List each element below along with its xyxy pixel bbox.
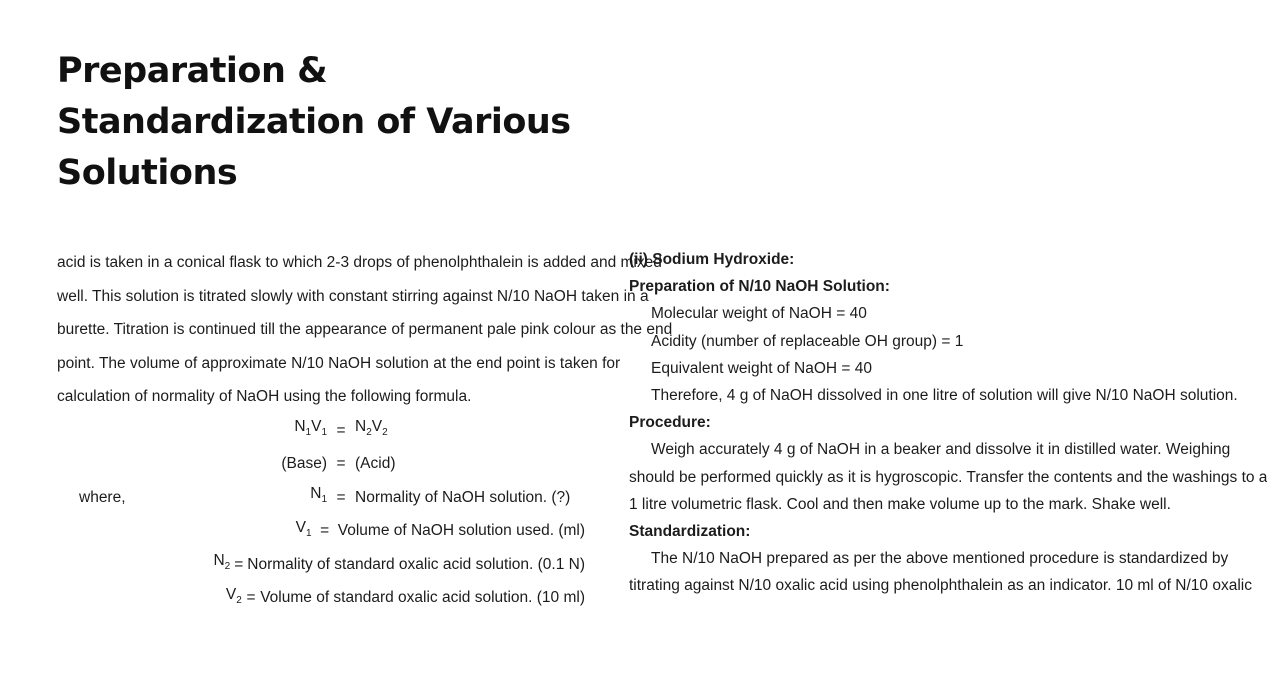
paragraph-line: acid is taken in a conical flask to which 2-3 drops of phenolphthalein is added and mixed — [57, 254, 662, 271]
definition-text: Normality of NaOH solution. (?) — [355, 488, 571, 506]
definition-row — [57, 548, 585, 582]
right-column — [629, 246, 1267, 599]
paragraph-line: burette. Titration is continued till the appearance of permanent pale pink colour as the end — [57, 321, 673, 338]
acid-label: (Acid) — [355, 455, 396, 472]
preparation-line: Therefore, 4 g of NaOH dissolved in one litre of solution will give N/10 NaOH solution. — [651, 386, 1238, 404]
definition-text: Volume of NaOH solution used. (ml) — [337, 522, 585, 539]
standardization-heading: Standardization: — [629, 522, 751, 540]
definition-text: Volume of standard oxalic acid solution. (10 ml) — [260, 589, 585, 606]
definition-symbol: $V_1$ — [295, 518, 312, 540]
title-line-1: Preparation & — [57, 51, 328, 91]
procedure-line: Weigh accurately 4 g of NaOH in a beaker and dissolve it in distilled water. Weighing — [651, 441, 1231, 459]
preparation-line: Equivalent weight of NaOH = 40 — [651, 359, 873, 377]
formula-base-acid — [57, 447, 585, 481]
definition-equals: = — [336, 488, 346, 506]
paragraph-line: calculation of normality of NaOH using the following formula. — [57, 388, 472, 405]
title-line-3: Solutions — [57, 153, 238, 193]
definition-text: Normality of standard oxalic acid solution. (0.1 N) — [247, 555, 585, 573]
preparation-line: Acidity (number of replaceable OH group) = 1 — [651, 332, 964, 350]
formula-main — [57, 414, 585, 448]
definition-equals: = — [234, 555, 244, 573]
title-line-2: Standardization of Various — [57, 102, 571, 142]
preparation-heading: Preparation of N/10 NaOH Solution: — [629, 278, 890, 296]
definition-row — [57, 514, 585, 548]
formula-lhs: $N_1V_1$ — [294, 418, 327, 439]
definition-equals: = — [246, 589, 256, 606]
definition-symbol: $N_1$ — [310, 485, 327, 506]
standardization-line: The N/10 NaOH prepared as per the above mentioned procedure is standardized by — [651, 550, 1229, 568]
definition-symbol: $V_2$ — [225, 585, 242, 607]
definition-equals: = — [320, 522, 330, 539]
formula-block — [57, 414, 585, 615]
preparation-line: Molecular weight of NaOH = 40 — [651, 305, 867, 323]
definition-row — [57, 581, 585, 615]
formula-rhs: $N_2V_2$ — [355, 418, 388, 439]
formula-equals: = — [336, 455, 346, 472]
section-heading: (ii) Sodium Hydroxide: — [629, 251, 795, 268]
definition-row — [57, 481, 585, 515]
standardization-line: titrating against N/10 oxalic acid using phenolphthalein as an indicator. 10 ml of N/10 oxalic — [629, 577, 1252, 595]
definition-symbol: $N_2$ — [213, 552, 231, 573]
paragraph-line: point. The volume of approximate N/10 NaOH solution at the end point is taken for — [57, 354, 621, 372]
slide-title — [57, 46, 577, 199]
procedure-heading: Procedure: — [629, 414, 711, 432]
procedure-line: 1 litre volumetric flask. Cool and then make volume up to the mark. Shake well. — [629, 495, 1171, 513]
left-paragraph — [57, 246, 673, 414]
procedure-line: should be performed quickly as it is hygroscopic. Transfer the contents and the washings to a — [629, 468, 1267, 486]
formula-equals: = — [336, 421, 346, 439]
paragraph-line: well. This solution is titrated slowly with constant stirring against N/10 NaOH taken in a — [57, 287, 649, 305]
base-label: (Base) — [281, 455, 327, 472]
where-label: where, — [79, 488, 126, 506]
